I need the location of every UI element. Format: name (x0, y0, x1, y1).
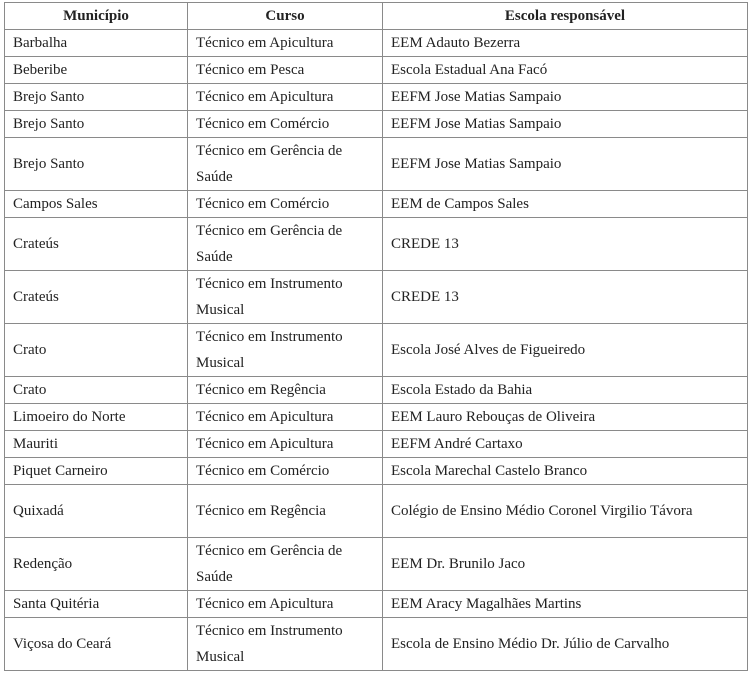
cell-escola: EEFM Jose Matias Sampaio (383, 138, 748, 191)
cell-curso: Técnico em Pesca (188, 57, 383, 84)
cell-curso: Técnico em Instrumento Musical (188, 271, 383, 324)
cell-escola: Escola Estadual Ana Facó (383, 57, 748, 84)
table-row (5, 458, 748, 485)
cell-municipio: Viçosa do Ceará (5, 618, 188, 671)
cell-municipio: Crato (5, 377, 188, 404)
cell-curso: Técnico em Apicultura (188, 591, 383, 618)
cell-curso: Técnico em Apicultura (188, 84, 383, 111)
table-row (5, 538, 748, 591)
cell-escola: EEM Dr. Brunilo Jaco (383, 538, 748, 591)
schools-table (4, 2, 748, 671)
table-row (5, 618, 748, 671)
cell-escola: EEFM Jose Matias Sampaio (383, 111, 748, 138)
cell-curso: Técnico em Apicultura (188, 431, 383, 458)
cell-escola: EEM Aracy Magalhães Martins (383, 591, 748, 618)
cell-escola: EEM Lauro Rebouças de Oliveira (383, 404, 748, 431)
cell-municipio: Barbalha (5, 30, 188, 57)
cell-curso: Técnico em Comércio (188, 458, 383, 485)
cell-curso: Técnico em Gerência de Saúde (188, 138, 383, 191)
cell-municipio: Beberibe (5, 57, 188, 84)
cell-escola: Escola Estado da Bahia (383, 377, 748, 404)
table-row (5, 84, 748, 111)
cell-escola: CREDE 13 (383, 218, 748, 271)
header-curso: Curso (188, 3, 383, 30)
header-row (5, 3, 748, 30)
cell-escola: CREDE 13 (383, 271, 748, 324)
table-row (5, 111, 748, 138)
cell-curso: Técnico em Apicultura (188, 30, 383, 57)
cell-curso: Técnico em Gerência de Saúde (188, 538, 383, 591)
table-row (5, 485, 748, 538)
cell-municipio: Limoeiro do Norte (5, 404, 188, 431)
cell-municipio: Mauriti (5, 431, 188, 458)
cell-escola: Colégio de Ensino Médio Coronel Virgilio Távora (383, 485, 748, 538)
cell-municipio: Crateús (5, 271, 188, 324)
cell-municipio: Crato (5, 324, 188, 377)
table-row (5, 271, 748, 324)
cell-curso: Técnico em Comércio (188, 111, 383, 138)
cell-curso: Técnico em Regência (188, 485, 383, 538)
cell-curso: Técnico em Instrumento Musical (188, 324, 383, 377)
header-escola: Escola responsável (383, 3, 748, 30)
cell-municipio: Quixadá (5, 485, 188, 538)
cell-escola: Escola de Ensino Médio Dr. Júlio de Carvalho (383, 618, 748, 671)
cell-municipio: Brejo Santo (5, 138, 188, 191)
cell-municipio: Campos Sales (5, 191, 188, 218)
cell-municipio: Piquet Carneiro (5, 458, 188, 485)
cell-escola: EEM Adauto Bezerra (383, 30, 748, 57)
cell-municipio: Crateús (5, 218, 188, 271)
cell-municipio: Redenção (5, 538, 188, 591)
table-row (5, 191, 748, 218)
table-row (5, 138, 748, 191)
cell-escola: EEFM André Cartaxo (383, 431, 748, 458)
cell-curso: Técnico em Apicultura (188, 404, 383, 431)
cell-curso: Técnico em Gerência de Saúde (188, 218, 383, 271)
cell-curso: Técnico em Regência (188, 377, 383, 404)
cell-curso: Técnico em Instrumento Musical (188, 618, 383, 671)
table-row (5, 404, 748, 431)
cell-escola: EEM de Campos Sales (383, 191, 748, 218)
table-row (5, 324, 748, 377)
table-row (5, 591, 748, 618)
table-row (5, 431, 748, 458)
table-row (5, 30, 748, 57)
cell-escola: Escola Marechal Castelo Branco (383, 458, 748, 485)
cell-escola: Escola José Alves de Figueiredo (383, 324, 748, 377)
header-municipio: Município (5, 3, 188, 30)
cell-municipio: Brejo Santo (5, 84, 188, 111)
cell-municipio: Santa Quitéria (5, 591, 188, 618)
table-row (5, 218, 748, 271)
cell-curso: Técnico em Comércio (188, 191, 383, 218)
cell-municipio: Brejo Santo (5, 111, 188, 138)
table-row (5, 377, 748, 404)
table-row (5, 57, 748, 84)
cell-escola: EEFM Jose Matias Sampaio (383, 84, 748, 111)
